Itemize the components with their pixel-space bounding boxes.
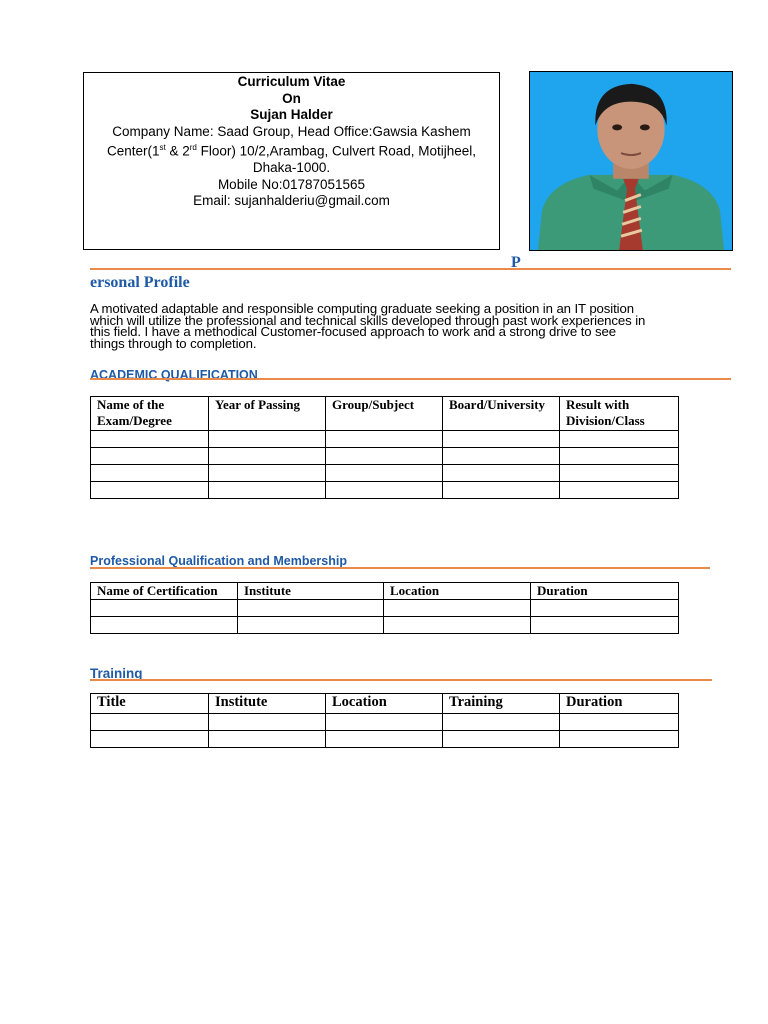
company-address-amp: & 2 — [165, 143, 190, 159]
table-cell — [91, 431, 209, 448]
table-cell — [560, 731, 679, 748]
training-table — [90, 693, 679, 748]
company-address — [84, 124, 499, 177]
table-cell — [531, 600, 679, 617]
table-row — [91, 448, 679, 465]
professional-header-cell: Duration — [531, 583, 679, 600]
table-cell — [531, 617, 679, 634]
superscript-rd: rd — [189, 143, 197, 152]
company-address-pre: Company Name: Saad Group, Head Office:Gawsia Kashem Center(1 — [106, 123, 471, 159]
table-cell — [443, 731, 560, 748]
training-header-cell: Institute — [209, 694, 326, 714]
table-cell — [91, 482, 209, 499]
table-cell — [560, 714, 679, 731]
table-cell — [560, 431, 679, 448]
cv-name: Sujan Halder — [250, 107, 333, 122]
academic-table — [90, 396, 679, 499]
academic-header-cell: Group/Subject — [326, 397, 443, 431]
cv-title: Curriculum Vitae — [237, 74, 346, 89]
table-cell — [443, 431, 560, 448]
professional-header-cell: Location — [384, 583, 531, 600]
academic-header-row — [91, 397, 679, 431]
table-cell — [560, 465, 679, 482]
training-header-cell: Duration — [560, 694, 679, 714]
table-cell — [443, 482, 560, 499]
training-rule — [90, 679, 712, 681]
academic-rule — [90, 378, 731, 380]
training-title: Training — [90, 666, 143, 681]
professional-header-row — [91, 583, 679, 600]
table-cell — [209, 731, 326, 748]
table-cell — [443, 714, 560, 731]
academic-title: ACADEMIC QUALIFICATION — [90, 368, 258, 382]
table-cell — [238, 617, 384, 634]
table-row — [91, 714, 679, 731]
table-cell — [209, 431, 326, 448]
professional-rule — [90, 567, 710, 569]
personal-profile-text: A motivated adaptable and responsible computing graduate seeking a position in an IT position which will utilize the professional and technical skills developed through past work experiences in this field. I have a methodical Customer-focused approach to work and a strong drive to see things through to completion. — [90, 301, 646, 351]
table-cell — [326, 731, 443, 748]
training-header-cell: Training — [443, 694, 560, 714]
table-cell — [91, 731, 209, 748]
cv-on: On — [282, 90, 301, 106]
table-cell — [238, 600, 384, 617]
table-cell — [326, 482, 443, 499]
table-cell — [91, 714, 209, 731]
academic-header-cell: Name of the Exam/Degree — [91, 397, 209, 431]
table-cell — [443, 448, 560, 465]
table-row — [91, 617, 679, 634]
table-cell — [326, 431, 443, 448]
academic-header-cell: Board/University — [443, 397, 560, 431]
table-cell — [209, 448, 326, 465]
table-row — [91, 465, 679, 482]
table-row — [91, 431, 679, 448]
personal-profile-drop-letter: P — [511, 254, 521, 271]
portrait-image — [530, 72, 732, 250]
table-cell — [326, 448, 443, 465]
professional-header-cell: Institute — [238, 583, 384, 600]
table-cell — [384, 600, 531, 617]
professional-header-cell: Name of Certification — [91, 583, 238, 600]
training-header-row — [91, 694, 679, 714]
training-header-cell: Location — [326, 694, 443, 714]
training-header-cell: Title — [91, 694, 209, 714]
email-address: Email: sujanhalderiu@gmail.com — [193, 193, 390, 208]
table-cell — [209, 482, 326, 499]
table-row — [91, 482, 679, 499]
table-cell — [91, 600, 238, 617]
table-row — [91, 600, 679, 617]
table-cell — [326, 465, 443, 482]
company-address-post: Floor) 10/2,Arambag, Culvert Road, Motijheel, Dhaka-1000. — [196, 143, 477, 175]
table-cell — [384, 617, 531, 634]
table-cell — [91, 465, 209, 482]
personal-profile-title: ersonal Profile — [90, 274, 190, 291]
table-cell — [326, 714, 443, 731]
table-row — [91, 731, 679, 748]
academic-header-cell: Result with Division/Class — [560, 397, 679, 431]
table-cell — [91, 448, 209, 465]
table-cell — [209, 465, 326, 482]
superscript-st: st — [159, 143, 166, 152]
table-cell — [560, 482, 679, 499]
professional-table — [90, 582, 679, 634]
profile-photo — [529, 71, 733, 251]
mobile-number: Mobile No:01787051565 — [217, 176, 366, 192]
table-cell — [209, 714, 326, 731]
table-cell — [443, 465, 560, 482]
cv-header-box — [83, 72, 500, 250]
table-cell — [560, 448, 679, 465]
personal-profile-rule — [90, 268, 731, 270]
table-cell — [91, 617, 238, 634]
professional-title: Professional Qualification and Membership — [90, 554, 347, 568]
academic-header-cell: Year of Passing — [209, 397, 326, 431]
